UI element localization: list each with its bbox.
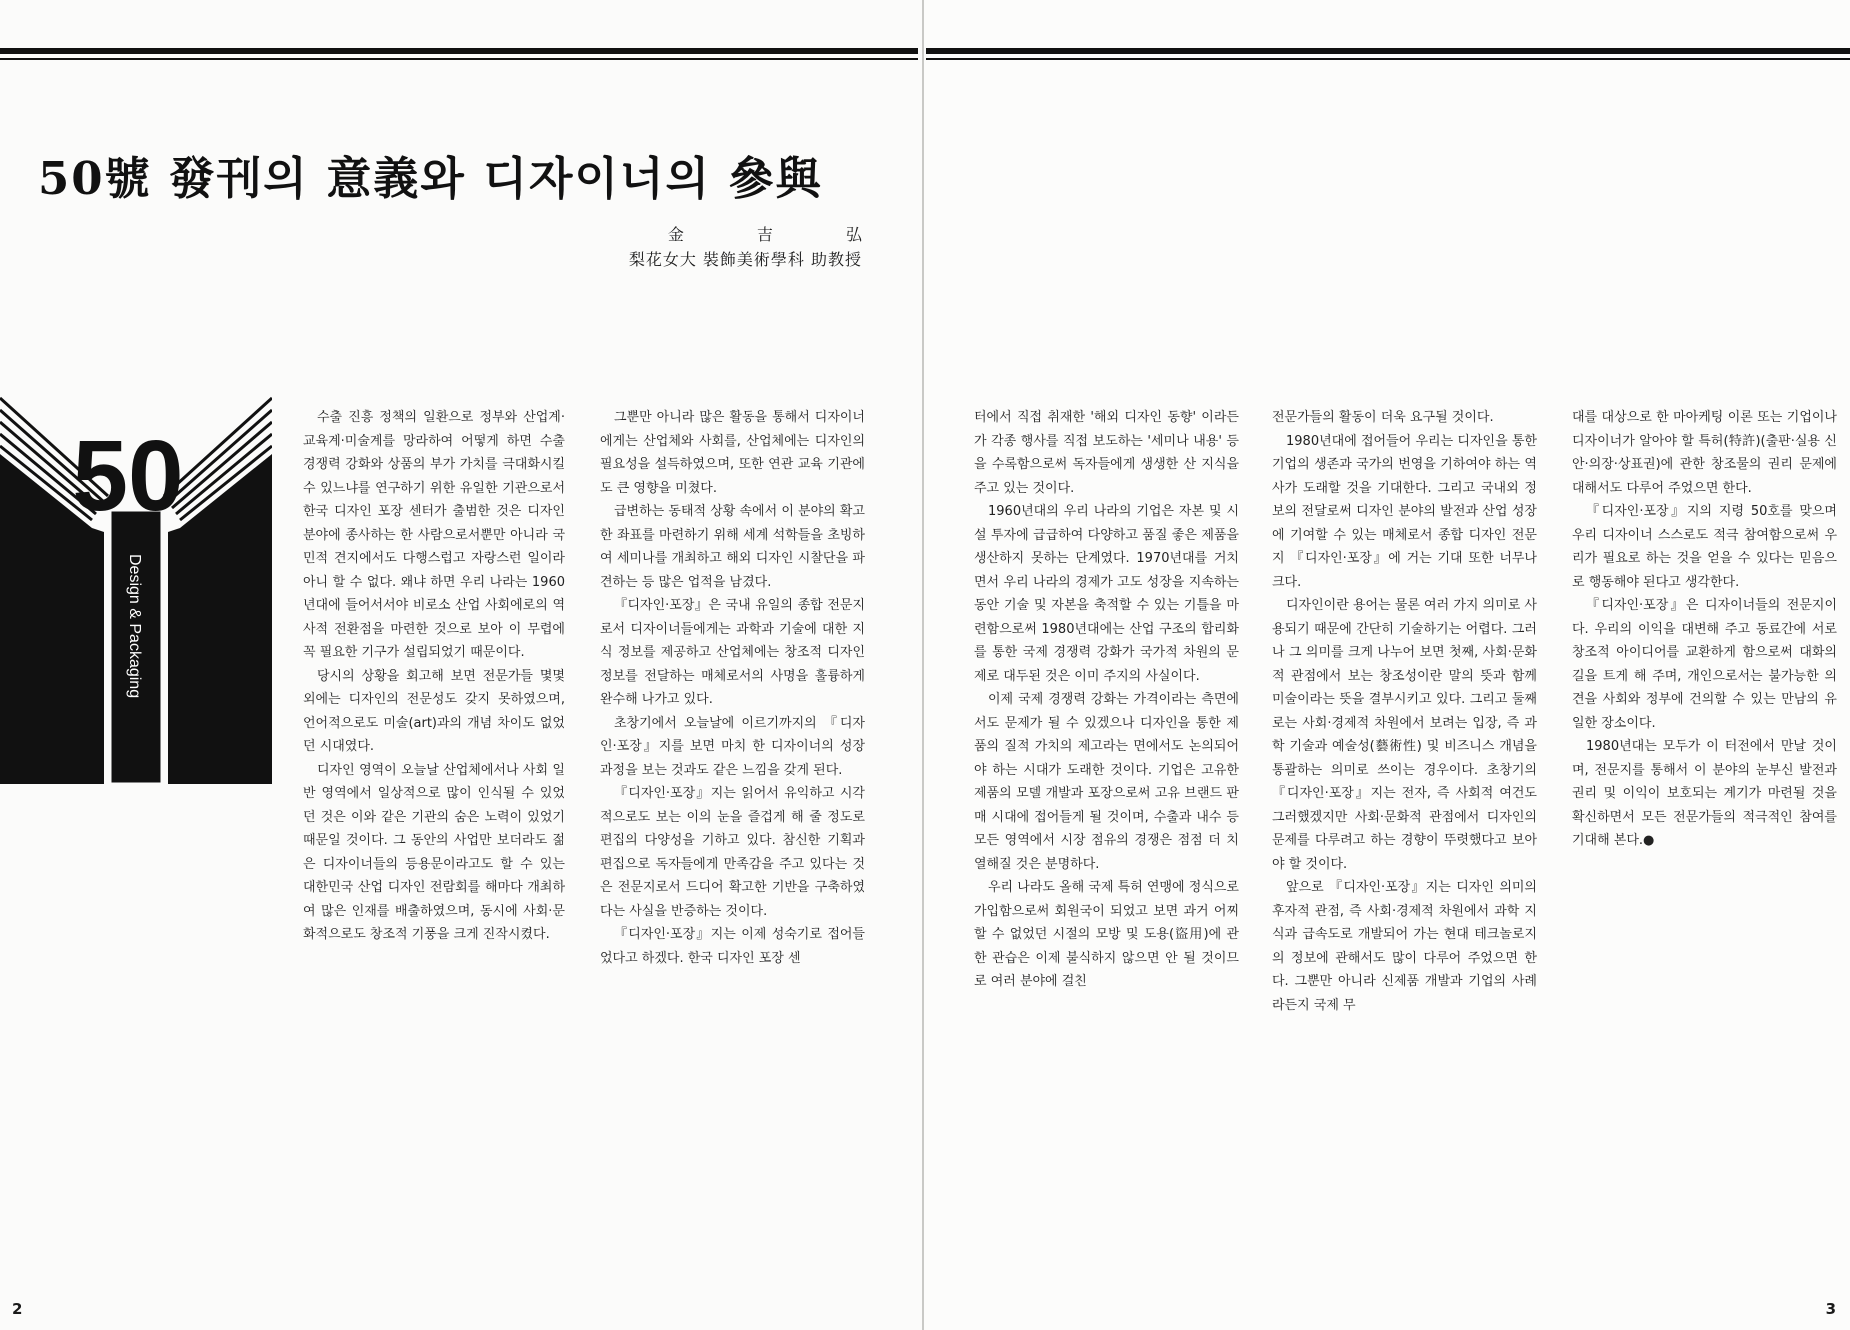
paragraph: 우리 나라도 올해 국제 특허 연맹에 정식으로 가입함으로써 회원국이 되었고 보면 과거 어찌 할 수 없었던 시절의 모방 및 도용(盜用)에 관한 관습은 이제 불식하지 않으면 안 될 것이므로 여러 분야에 걸친	[974, 880, 1239, 989]
top-rule-right	[926, 48, 1850, 54]
top-thin-rule-right	[926, 58, 1850, 60]
paragraph: 1980년대는 모두가 이 터전에서 만날 것이며, 전문지를 통해서 이 분야의 눈부신 발전과 권리 및 이익이 보호되는 계기가 마련될 것을 확신하면서 모든 전문가들의 적극적인 참여를 기대해 본다.●	[1572, 739, 1837, 848]
paragraph: 터에서 직접 취재한 '해외 디자인 동향' 이라든가 각종 행사를 직접 보도하는 '세미나 내용' 등을 수록함으로써 독자들에게 생생한 산 지식을 주고 있는 것이다.	[974, 410, 1239, 496]
paragraph: 『디자인·포장』지는 읽어서 유익하고 시각적으로도 보는 이의 눈을 즐겁게 해 줄 정도로 편집의 다양성을 기하고 있다. 참신한 기획과 편집으로 독자들에게 만족감을 주고 있다는 것은 전문지로서 드디어 확고한 기반을 구축하였다는 사실을 반증하는 것이다.	[600, 786, 865, 919]
text-column-5	[1572, 406, 1837, 853]
page-number-left: 2	[12, 1300, 23, 1318]
article-title: 50號 發刊의 意義와 디자이너의 參與	[38, 152, 823, 206]
paragraph: 1960년대의 우리 나라의 기업은 자본 및 시설 투자에 급급하여 다양하고 품질 좋은 제품을 생산하지 못하는 단계였다. 1970년대를 거치면서 우리 나라의 경제가 고도 성장을 지속하는 동안 기술 및 자본을 축적할 수 있는 기틀을 마련함으로써 1980년대에는 산업 구조의 합리화를 통한 국제 경쟁력 강화가 국가적 차원의 문제로 대두된 것은 이미 주지의 사실이다.	[974, 504, 1239, 684]
paragraph: 전문가들의 활동이 더욱 요구될 것이다.	[1272, 410, 1494, 425]
paragraph: 『디자인·포장』지는 이제 성숙기로 접어들었다고 하겠다. 한국 디자인 포장 센	[600, 927, 865, 966]
author-affiliation: 梨花女大 裝飾美術學科 助教授	[628, 250, 862, 269]
paragraph: 『디자인·포장』지의 지령 50호를 맞으며 우리 디자이너 스스로도 적극 참여함으로써 우리가 필요로 하는 것을 얻을 수 있다는 믿음으로 행동해야 된다고 생각한다.	[1572, 504, 1837, 590]
paragraph: 초창기에서 오늘날에 이르기까지의 『디자인·포장』지를 보면 마치 한 디자이너의 성장 과정을 보는 것과도 같은 느낌을 갖게 된다.	[600, 715, 865, 778]
author-name: 金 吉 弘	[667, 225, 896, 244]
text-column-1	[303, 406, 565, 947]
paragraph: 디자인이란 용어는 물론 여러 가지 의미로 사용되기 때문에 간단히 기술하기는 어렵다. 그러나 그 의미를 크게 나누어 보면 첫째, 사회·문화적 관점에서 보는 창조성이란 말의 뜻과 함께 미술이라는 뜻을 결부시키고 있다. 그리고 둘째로는 사회·경제적 차원에서 보려는 입장, 즉 과학 기술과 예술성(藝術性) 및 비즈니스 개념을 통괄하는 의미로 쓰이는 경우이다. 초창기의 『디자인·포장』지는 전자, 즉 사회적 여건도 그러했겠지만 사회·문화적 관점에서 디자인의 문제를 다루려고 하는 경향이 뚜렷했다고 보아야 할 것이다.	[1272, 598, 1537, 872]
paragraph: 이제 국제 경쟁력 강화는 가격이라는 측면에서도 문제가 될 수 있겠으나 디자인을 통한 제품의 질적 가치의 제고라는 면에서도 논의되어야 하는 시대가 도래한 것이다. 기업은 고유한 제품의 모델 개발과 포장으로써 고유 브랜드 판매 시대에 접어들게 될 것이며, 수출과 내수 등 모든 영역에서 시장 점유의 경쟁은 점점 더 치열해질 것은 분명하다.	[974, 692, 1239, 872]
text-column-3	[974, 406, 1239, 994]
page-gutter	[922, 0, 924, 1330]
paragraph: 당시의 상황을 회고해 보면 전문가들 몇몇 외에는 디자인의 전문성도 갖지 못하였으며, 언어적으로도 미술(art)과의 개념 차이도 없었던 시대였다.	[303, 668, 565, 754]
logo-spine-text: Design & Packaging	[126, 554, 143, 699]
page-number-right: 3	[1825, 1300, 1836, 1318]
paragraph: 대를 대상으로 한 마아케팅 이론 또는 기업이나 디자이너가 알아야 할 특허(特許)(출판·실용 신안·의장·상표권)에 관한 창조물의 권리 문제에 대해서도 다루어 주었으면 한다.	[1572, 410, 1837, 496]
author-block	[628, 222, 896, 272]
paragraph: 『디자인·포장』은 디자이너들의 전문지이다. 우리의 이익을 대변해 주고 동료간에 서로 창조적 아이디어를 교환하게 함으로써 대화의 길을 트게 해 주며, 개인으로서는 불가능한 의견을 사회와 정부에 건의할 수 있는 만남의 유일한 장소이다.	[1572, 598, 1837, 731]
text-column-4	[1272, 406, 1537, 1017]
paragraph: 수출 진흥 정책의 일환으로 정부와 산업계·교육계·미술계를 망라하여 어떻게 하면 수출 경쟁력 강화와 상품의 부가 가치를 극대화시킬 수 있느냐를 연구하기 위한 유일한 기관으로서 한국 디자인 포장 센터가 출범한 것은 디자인 분야에 종사하는 한 사람으로서뿐만 아니라 국민적 견지에서도 다행스럽고 자랑스런 일이라 아니 할 수 없다. 왜냐 하면 우리 나라는 1960년대에 들어서서야 비로소 산업 사회에로의 역사적 전환점을 마련한 것으로 보아 이 무렵에 꼭 필요한 기구가 설립되었기 때문이다.	[303, 410, 565, 660]
paragraph: 1980년대에 접어들어 우리는 디자인을 통한 기업의 생존과 국가의 번영을 기하여야 하는 역사가 도래할 것을 기대한다. 그리고 국내외 정보의 전달로써 디자인 분야의 발전과 산업 성장에 기여할 수 있는 매체로서 종합 디자인 전문지 『디자인·포장』에 거는 기대 또한 너무나 크다.	[1272, 433, 1537, 590]
text-column-2	[600, 406, 865, 970]
issue-50-logo	[0, 392, 272, 784]
paragraph: 디자인 영역이 오늘날 산업체에서나 사회 일반 영역에서 일상적으로 많이 인식될 수 있었던 것은 이와 같은 기관의 숨은 노력이 있었기 때문일 것이다. 그 동안의 사업만 보더라도 젊은 디자이너들의 등용문이라고도 할 수 있는 대한민국 산업 디자인 전람회를 해마다 개최하여 많은 인재를 배출하였으며, 동시에 사회·문화적으로도 창조적 기풍을 크게 진작시켰다.	[303, 762, 565, 942]
paragraph: 앞으로 『디자인·포장』지는 디자인 의미의 후자적 관점, 즉 사회·경제적 차원에서 과학 지식과 급속도로 개발되어 가는 현대 테크놀로지의 정보에 관해서도 많이 다루어 주었으면 한다. 그뿐만 아니라 신제품 개발과 기업의 사례라든지 국제 무	[1272, 880, 1537, 1013]
logo-number: 50	[72, 420, 184, 532]
paragraph: 그뿐만 아니라 많은 활동을 통해서 디자이너에게는 산업체와 사회를, 산업체에는 디자인의 필요성을 설득하였으며, 또한 연관 교육 기관에도 큰 영향을 미쳤다.	[600, 410, 865, 496]
paragraph: 급변하는 동태적 상황 속에서 이 분야의 확고한 좌표를 마련하기 위해 세계 석학들을 초빙하여 세미나를 개최하고 해외 디자인 시찰단을 파견하는 등 많은 업적을 남겼다.	[600, 504, 865, 590]
top-rule-left	[0, 48, 918, 54]
paragraph: 『디자인·포장』은 국내 유일의 종합 전문지로서 디자이너들에게는 과학과 기술에 대한 지식 정보를 제공하고 산업체에는 창조적 디자인 정보를 전달하는 매체로서의 사명을 훌륭하게 완수해 나가고 있다.	[600, 598, 865, 707]
top-thin-rule-left	[0, 58, 918, 60]
